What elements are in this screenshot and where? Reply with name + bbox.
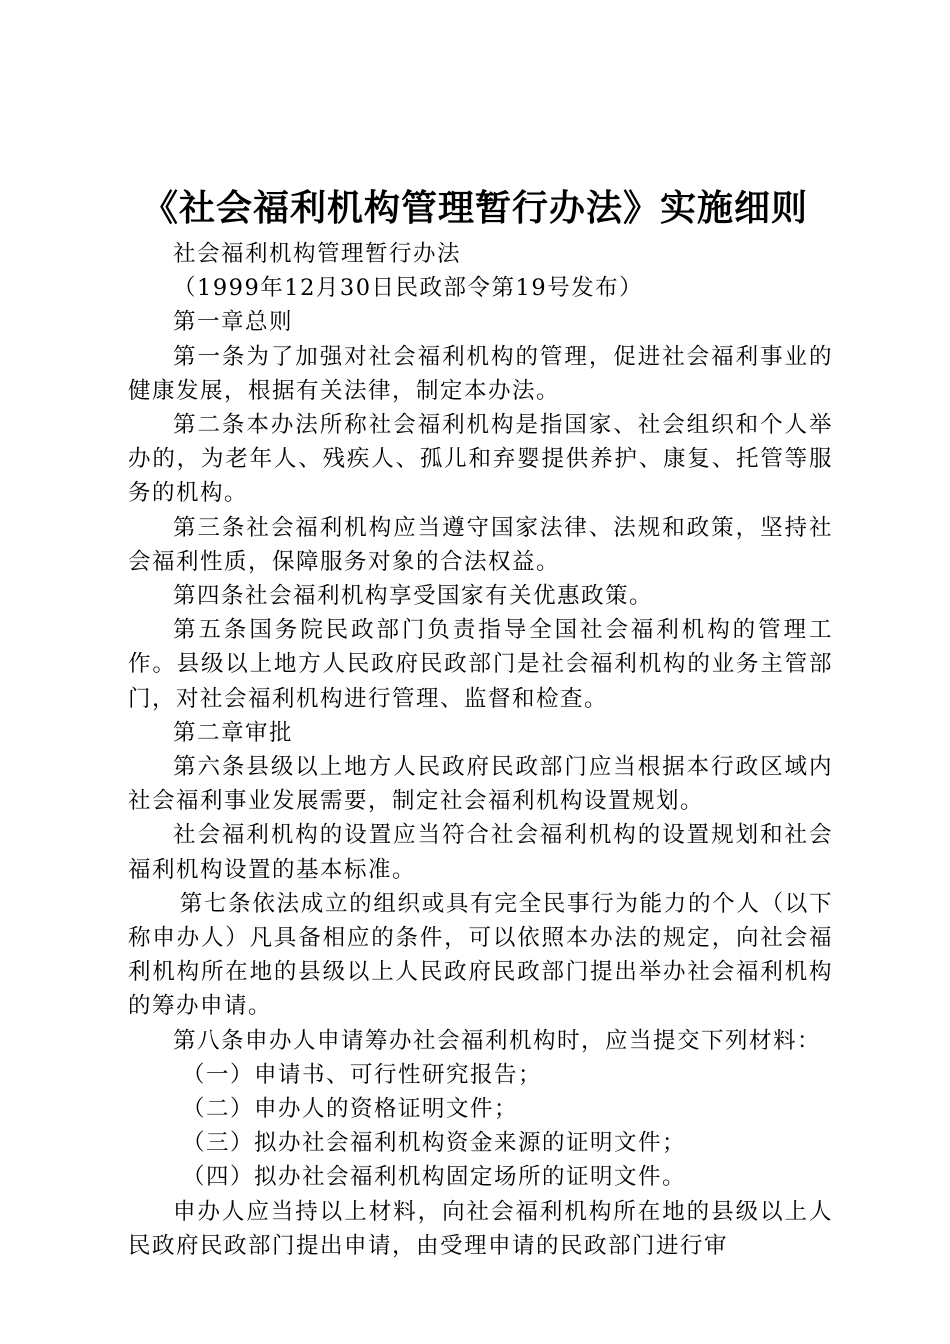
article-paragraph: 社会福利机构的设置应当符合社会福利机构的设置规划和社会福利机构设置的基本标准。: [128, 822, 833, 883]
article-paragraph: 第三条社会福利机构应当遵守国家法律、法规和政策，坚持社会福利性质，保障服务对象的合法权益。: [128, 514, 833, 575]
list-item: （二）申办人的资格证明文件；: [182, 1096, 519, 1123]
document-title: 《社会福利机构管理暂行办法》实施细则: [141, 187, 808, 229]
list-item: （一）申请书、可行性研究报告；: [182, 1061, 543, 1088]
list-item: （三）拟办社会福利机构资金来源的证明文件；: [182, 1130, 687, 1157]
document-body: [128, 237, 833, 1263]
article-paragraph: 申办人应当持以上材料，向社会福利机构所在地的县级以上人民政府民政部门提出申请，由受理申请的民政部门进行审: [128, 1198, 833, 1259]
article-paragraph: 第二条本办法所称社会福利机构是指国家、社会组织和个人举办的，为老年人、残疾人、孤儿和弃婴提供养护、康复、托管等服务的机构。: [128, 412, 833, 507]
chapter-heading: 第二章审批: [173, 719, 294, 746]
list-item: （四）拟办社会福利机构固定场所的证明文件。: [182, 1164, 687, 1191]
paragraph: （1999年12月30日民政部令第19号发布）: [173, 275, 644, 302]
article-paragraph: 第五条国务院民政部门负责指导全国社会福利机构的管理工作。县级以上地方人民政府民政部门是社会福利机构的业务主管部门，对社会福利机构进行管理、监督和检查。: [128, 617, 833, 712]
article-paragraph: 第七条依法成立的组织或具有完全民事行为能力的个人（以下称申办人）凡具备相应的条件，可以依照本办法的规定，向社会福利机构所在地的县级以上人民政府民政部门提出举办社会福利机构的筹办申请。: [128, 890, 833, 1020]
article-paragraph: 第八条申办人申请筹办社会福利机构时，应当提交下列材料：: [173, 1027, 822, 1054]
article-paragraph: 第六条县级以上地方人民政府民政部门应当根据本行政区域内社会福利事业发展需要，制定社会福利机构设置规划。: [128, 754, 833, 815]
article-paragraph: 第四条社会福利机构享受国家有关优惠政策。: [173, 583, 654, 610]
article-paragraph: 第一条为了加强对社会福利机构的管理，促进社会福利事业的健康发展，根据有关法律，制定本办法。: [128, 343, 833, 404]
chapter-heading: 第一章总则: [173, 309, 294, 336]
paragraph: 社会福利机构管理暂行办法: [173, 241, 462, 267]
